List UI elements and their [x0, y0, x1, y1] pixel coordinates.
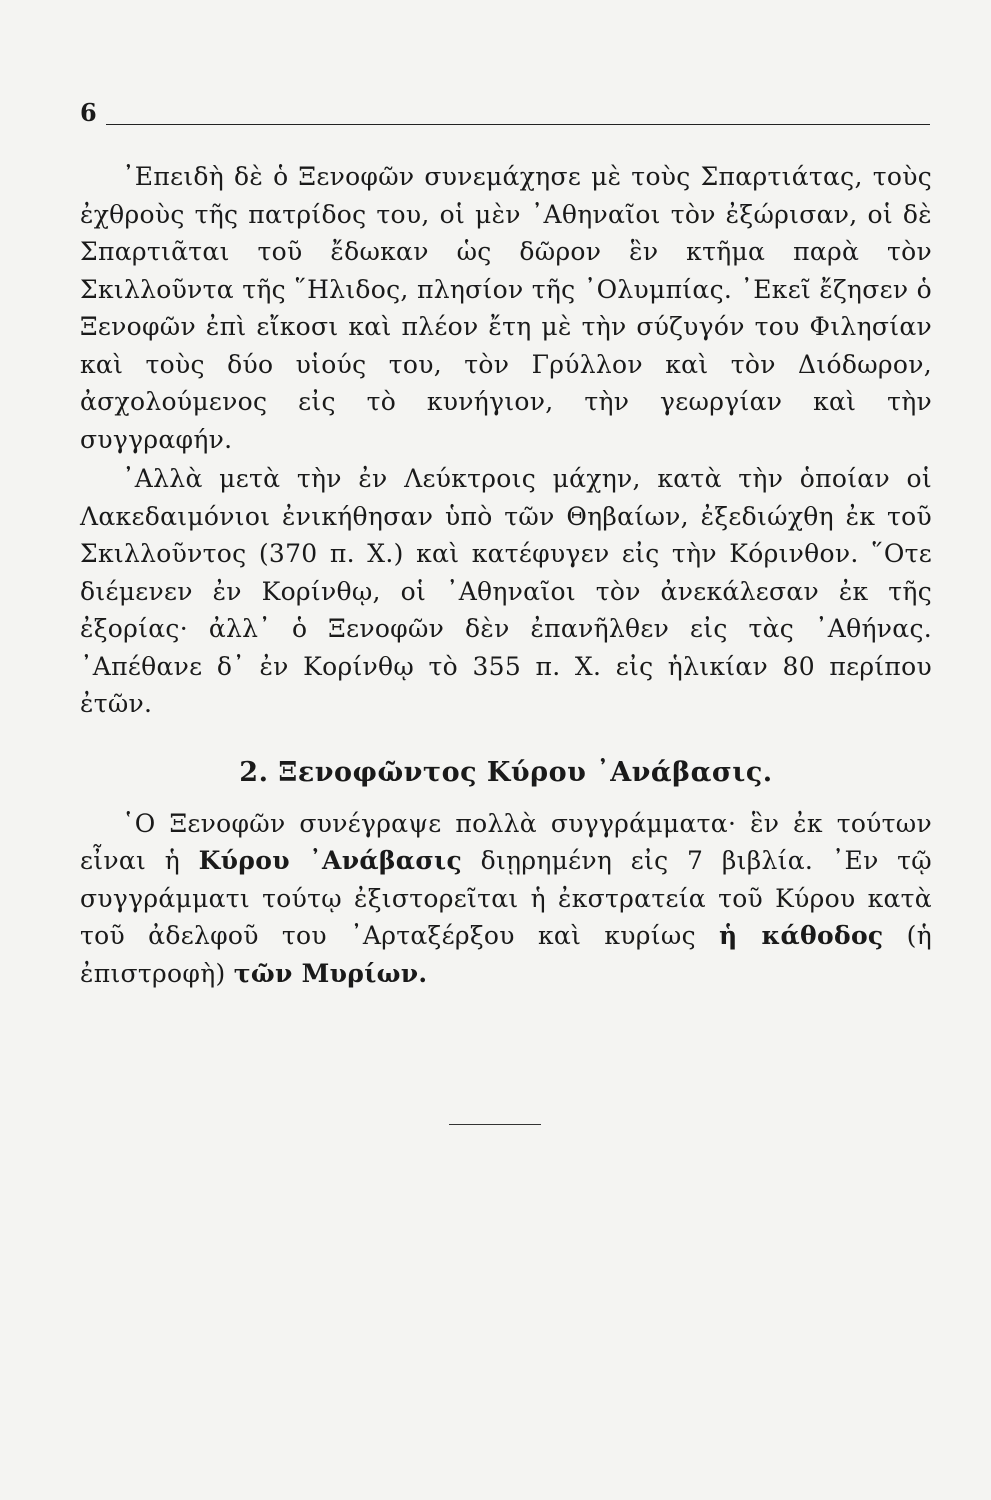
anabasis-text-1: ῾Ο Ξενοφῶν συνέγραψε πολλὰ συγγράμματα· ἓν ἐκ τούτων εἶναι ἡ	[80, 808, 932, 875]
page-number: 6	[80, 98, 97, 127]
page-header	[80, 98, 930, 128]
kathodos-bold: ἡ κάθοδος	[719, 921, 884, 950]
anabasis-text-3: (ἡ ἐπιστροφὴ)	[80, 921, 932, 988]
paragraph-anabasis	[80, 805, 932, 993]
paragraph-exile: ᾿Επειδὴ δὲ ὁ Ξενοφῶν συνεμάχησε μὲ τοὺς Σπαρτιάτας, τοὺς ἐχθροὺς τῆς πατρίδος του, οἱ μὲν ᾿Αθηναῖοι τὸν ἐξώρισαν, οἱ δὲ Σπαρτιᾶται τοῦ ἔδωκαν ὡς δῶρον ἓν κτῆμα παρὰ τὸν Σκιλλοῦντα τῆς ῞Ηλιδος, πλησίον τῆς ᾿Ολυμπίας. ᾿Εκεῖ ἔζησεν ὁ Ξενοφῶν ἐπὶ εἴκοσι καὶ πλέον ἔτη μὲ τὴν σύζυγόν του Φιλησίαν καὶ τοὺς δύο υἱούς του, τὸν Γρύλλον καὶ τὸν Διόδωρον, ἀσχολούμενος εἰς τὸ κυνήγιον, τὴν γεωργίαν καὶ τὴν συγγραφήν.	[80, 162, 932, 454]
end-rule	[449, 1124, 541, 1125]
anabasis-text-2: διῃρημένη εἰς 7 βιβλία. ᾿Εν τῷ συγγράμματι τούτῳ ἐξιστορεῖται ἡ ἐκστρατεία τοῦ Κύρου κατὰ τοῦ ἀδελφοῦ του ᾿Αρταξέρξου καὶ κυρίως	[80, 846, 932, 950]
anabasis-title-bold: Κύρου ᾿Ανάβασις	[198, 846, 462, 875]
section-heading: 2. Ξενοφῶντος Κύρου ᾿Ανάβασις.	[239, 756, 773, 788]
body-text	[80, 158, 932, 992]
header-rule	[106, 124, 930, 125]
myrioi-bold: τῶν Μυρίων.	[233, 958, 428, 988]
paragraph-corinth: ᾿Αλλὰ μετὰ τὴν ἐν Λεύκτροις μάχην, κατὰ τὴν ὁποίαν οἱ Λακεδαιμόνιοι ἐνικήθησαν ὑπὸ τῶν Θηβαίων, ἐξεδιώχθη ἐκ τοῦ Σκιλλοῦντος (370 π. Χ.) καὶ κατέφυγεν εἰς τὴν Κόρινθον. ῞Οτε διέμενεν ἐν Κορίνθῳ, οἱ ᾿Αθηναῖοι τὸν ἀνεκάλεσαν ἐκ τῆς ἐξορίας· ἀλλ᾿ ὁ Ξενοφῶν δὲν ἐπανῆλθεν εἰς τὰς ᾿Αθήνας. ᾿Απέθανε δ᾿ ἐν Κορίνθῳ τὸ 355 π. Χ. εἰς ἡλικίαν 80 περίπου ἐτῶν.	[80, 464, 932, 718]
